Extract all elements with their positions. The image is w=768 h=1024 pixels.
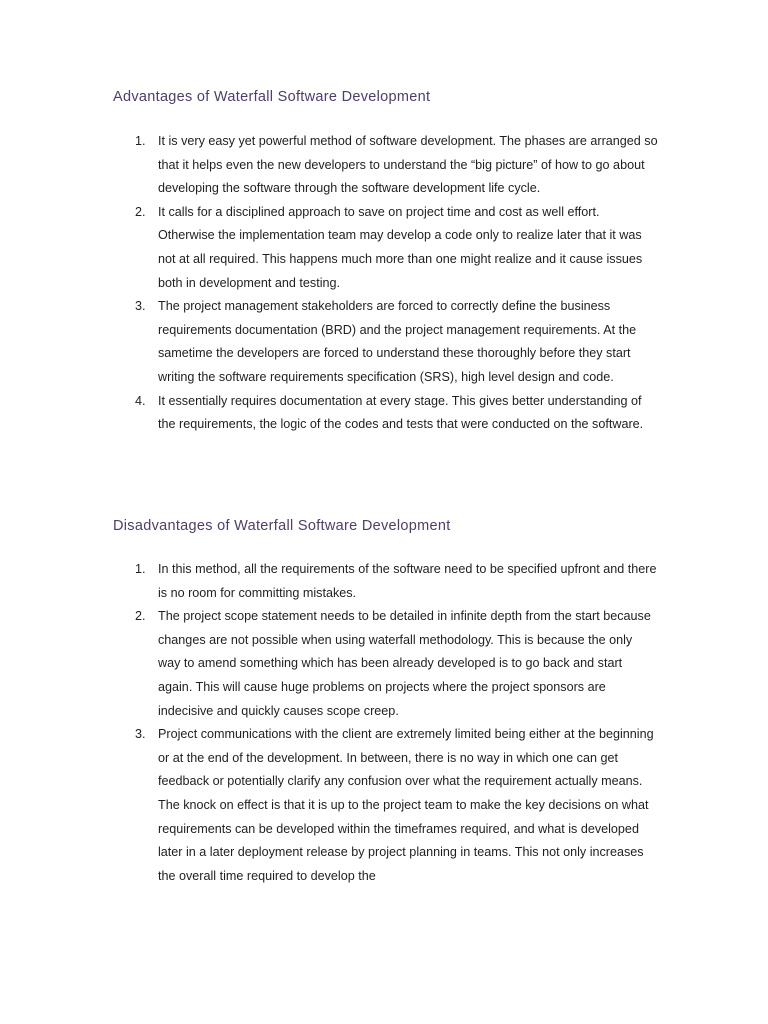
list-item-text: It is very easy yet powerful method of software development. The phases are arranged so that it helps even the new developers to understand the “big picture” of how to go about developing the software through the software development life cycle.	[158, 134, 658, 196]
list-item-text: It essentially requires documentation at every stage. This gives better understanding of the requirements, the logic of the codes and tests that were conducted on the software.	[158, 393, 644, 432]
list-item-number: 2.	[135, 204, 146, 219]
list-item-number: 4.	[135, 393, 146, 408]
list-item-number: 1.	[135, 562, 146, 576]
list-item	[113, 390, 658, 437]
list-item	[113, 605, 658, 723]
advantages-heading: Advantages of Waterfall Software Development	[113, 89, 431, 105]
list-item-text: It calls for a disciplined approach to save on project time and cost as well effort. Otherwise the implementation team may develop a code only to realize later that it was not at all required. This happens much more than one might realize and it cause issues both in development and testing.	[158, 204, 643, 290]
list-item-number: 1.	[135, 134, 146, 148]
list-item-text: The project management stakeholders are forced to correctly define the business requirements documentation (BRD) and the project management requirements. At the sametime the developers are forced to understand these thoroughly before they start writing the software requirements specification (SRS), high level design and code.	[158, 299, 637, 384]
list-item	[113, 295, 658, 389]
disadvantages-heading: Disadvantages of Waterfall Software Development	[113, 518, 451, 534]
list-item-number: 3.	[135, 299, 146, 314]
list-item-text: The project scope statement needs to be detailed in infinite depth from the start because changes are not possible when using waterfall methodology. This is because the only way to amend something which has been already developed is to go back and start again. This will cause huge problems on projects where the project sponsors are indecisive and quickly causes scope creep.	[158, 609, 651, 718]
list-item	[113, 130, 658, 201]
list-item	[113, 201, 658, 295]
list-item	[113, 723, 658, 888]
advantages-list	[113, 130, 658, 437]
list-item-text: Project communications with the client are extremely limited being either at the beginning or at the end of the development. In between, there is no way in which one can get feedback or potentially clarify any confusion over what the requirement actually means. The knock on effect is that it is up to the project team to make the key decisions on what requirements can be developed within the timeframes required, and what is developed later in a later deployment release by project planning in teams. This not only increases the overall time required to develop the	[158, 727, 654, 883]
list-item-text: In this method, all the requirements of the software need to be specified upfront and there is no room for committing mistakes.	[158, 562, 657, 600]
disadvantages-list	[113, 558, 658, 888]
list-item-number: 2.	[135, 609, 146, 624]
list-item-number: 3.	[135, 727, 146, 742]
list-item	[113, 558, 658, 605]
